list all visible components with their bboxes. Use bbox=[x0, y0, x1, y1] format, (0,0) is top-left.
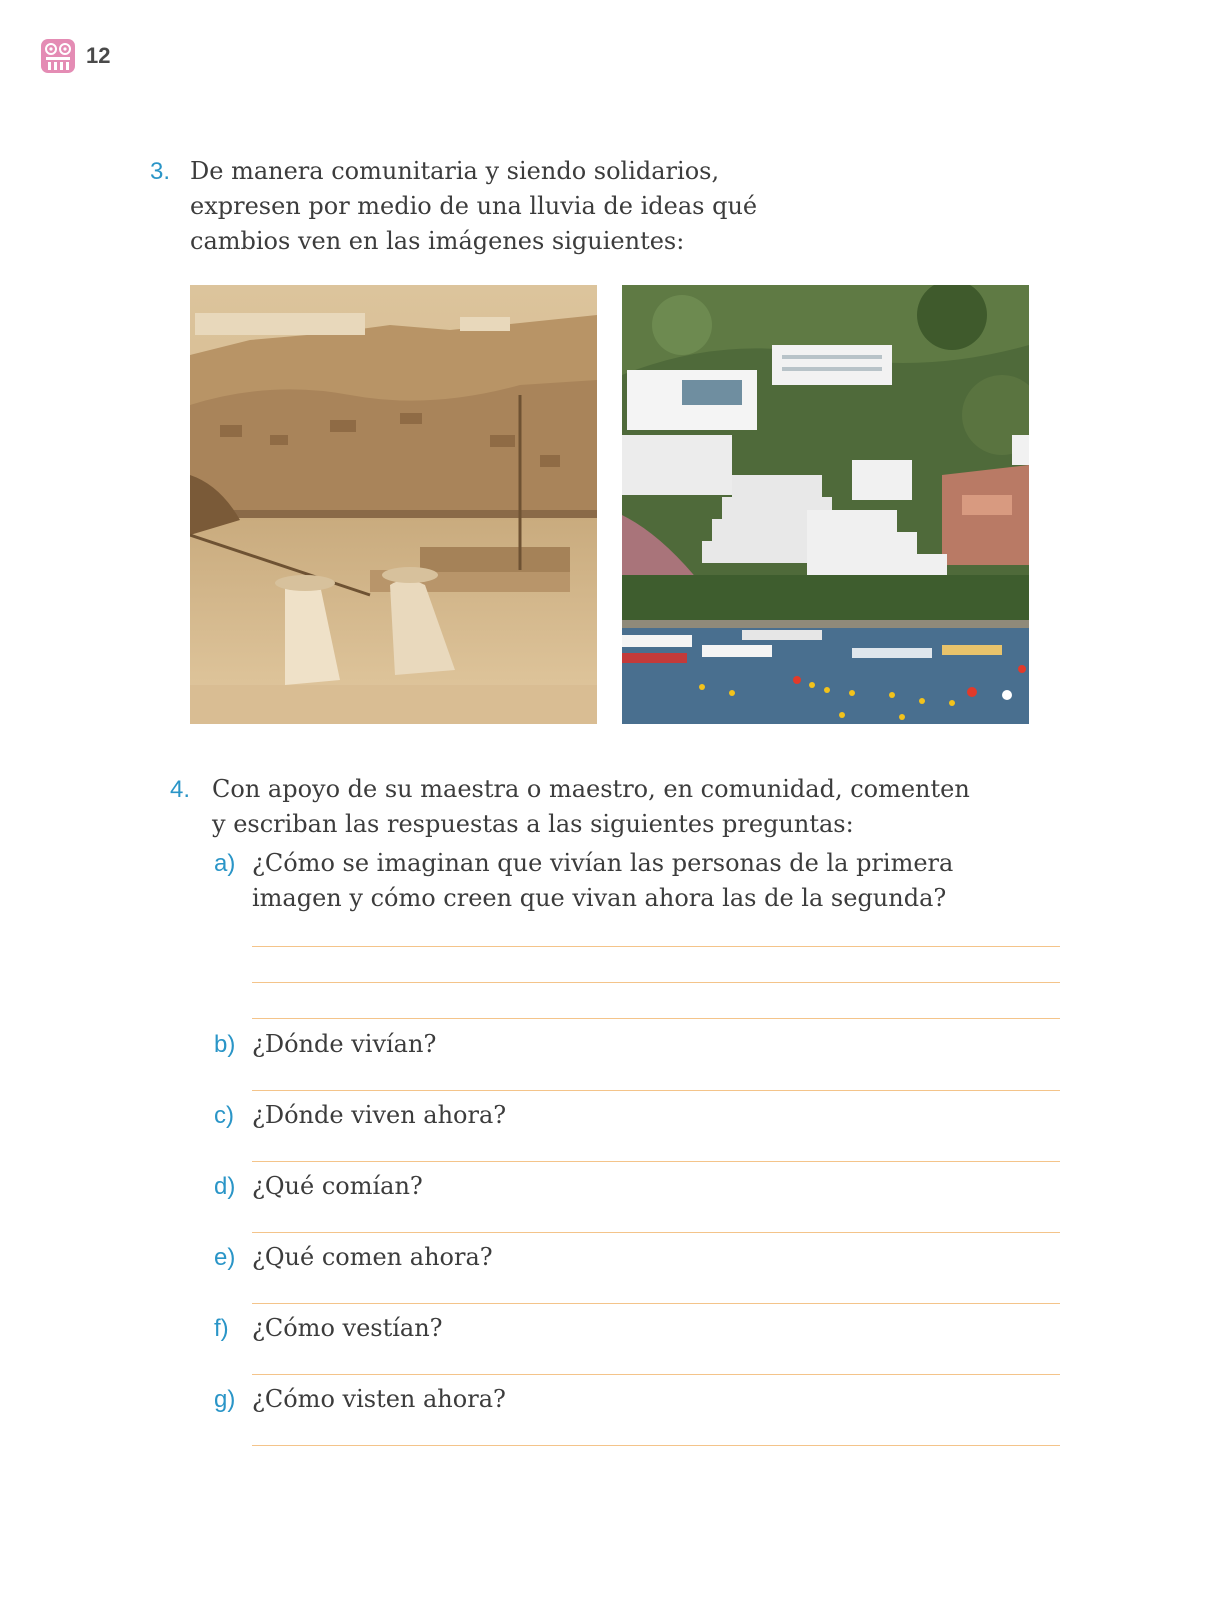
question-f bbox=[214, 1311, 443, 1346]
question-text: ¿Dónde viven ahora? bbox=[252, 1101, 507, 1129]
book-logo-icon bbox=[40, 38, 76, 74]
instruction-line: Con apoyo de su maestra o maestro, en comunidad, comenten bbox=[212, 775, 970, 803]
activity-3 bbox=[150, 154, 790, 259]
instruction-line: De manera comunitaria y siendo solidarios, bbox=[190, 157, 720, 185]
modern-bay-photo bbox=[622, 285, 1029, 724]
old-bay-photo bbox=[190, 285, 597, 724]
answer-line-g[interactable] bbox=[252, 1445, 1060, 1446]
answer-line-b[interactable] bbox=[252, 1090, 1060, 1091]
question-c bbox=[214, 1098, 506, 1133]
question-b bbox=[214, 1027, 436, 1062]
question-d bbox=[214, 1169, 423, 1204]
page-number: 12 bbox=[86, 43, 111, 68]
question-a bbox=[214, 846, 953, 916]
question-text: ¿Cómo vestían? bbox=[252, 1314, 443, 1342]
question-letter: c) bbox=[214, 1102, 234, 1129]
question-letter: e) bbox=[214, 1244, 236, 1271]
instruction-line: y escriban las respuestas a las siguientes preguntas: bbox=[212, 810, 854, 838]
answer-line-c[interactable] bbox=[252, 1161, 1060, 1162]
question-g bbox=[214, 1382, 506, 1417]
question-letter: d) bbox=[214, 1173, 236, 1200]
answer-line-a-1[interactable] bbox=[252, 946, 1060, 947]
activity-number: 4. bbox=[170, 776, 191, 803]
answer-line-a-3[interactable] bbox=[252, 1018, 1060, 1019]
question-text bbox=[252, 846, 953, 916]
activity-instructions bbox=[190, 154, 790, 259]
activity-instructions bbox=[212, 772, 1070, 842]
question-text: ¿Qué comen ahora? bbox=[252, 1243, 493, 1271]
answer-line-d[interactable] bbox=[252, 1232, 1060, 1233]
instruction-line: expresen por medio de una lluvia de ideas qué bbox=[190, 192, 758, 220]
answer-line-e[interactable] bbox=[252, 1303, 1060, 1304]
question-letter: g) bbox=[214, 1386, 236, 1413]
question-text: ¿Cómo visten ahora? bbox=[252, 1385, 506, 1413]
question-e bbox=[214, 1240, 493, 1275]
instruction-line: cambios ven en las imágenes siguientes: bbox=[190, 227, 685, 255]
activity-number: 3. bbox=[150, 158, 171, 185]
answer-line-a-2[interactable] bbox=[252, 982, 1060, 983]
question-letter: f) bbox=[214, 1315, 229, 1342]
activity-4 bbox=[170, 772, 1070, 842]
question-letter: a) bbox=[214, 850, 236, 877]
answer-line-f[interactable] bbox=[252, 1374, 1060, 1375]
question-text: ¿Qué comían? bbox=[252, 1172, 423, 1200]
question-line: imagen y cómo creen que vivan ahora las de la segunda? bbox=[252, 884, 947, 912]
question-letter: b) bbox=[214, 1031, 236, 1058]
question-text: ¿Dónde vivían? bbox=[252, 1030, 437, 1058]
page-header bbox=[40, 38, 110, 74]
question-line: ¿Cómo se imaginan que vivían las personas de la primera bbox=[252, 849, 954, 877]
